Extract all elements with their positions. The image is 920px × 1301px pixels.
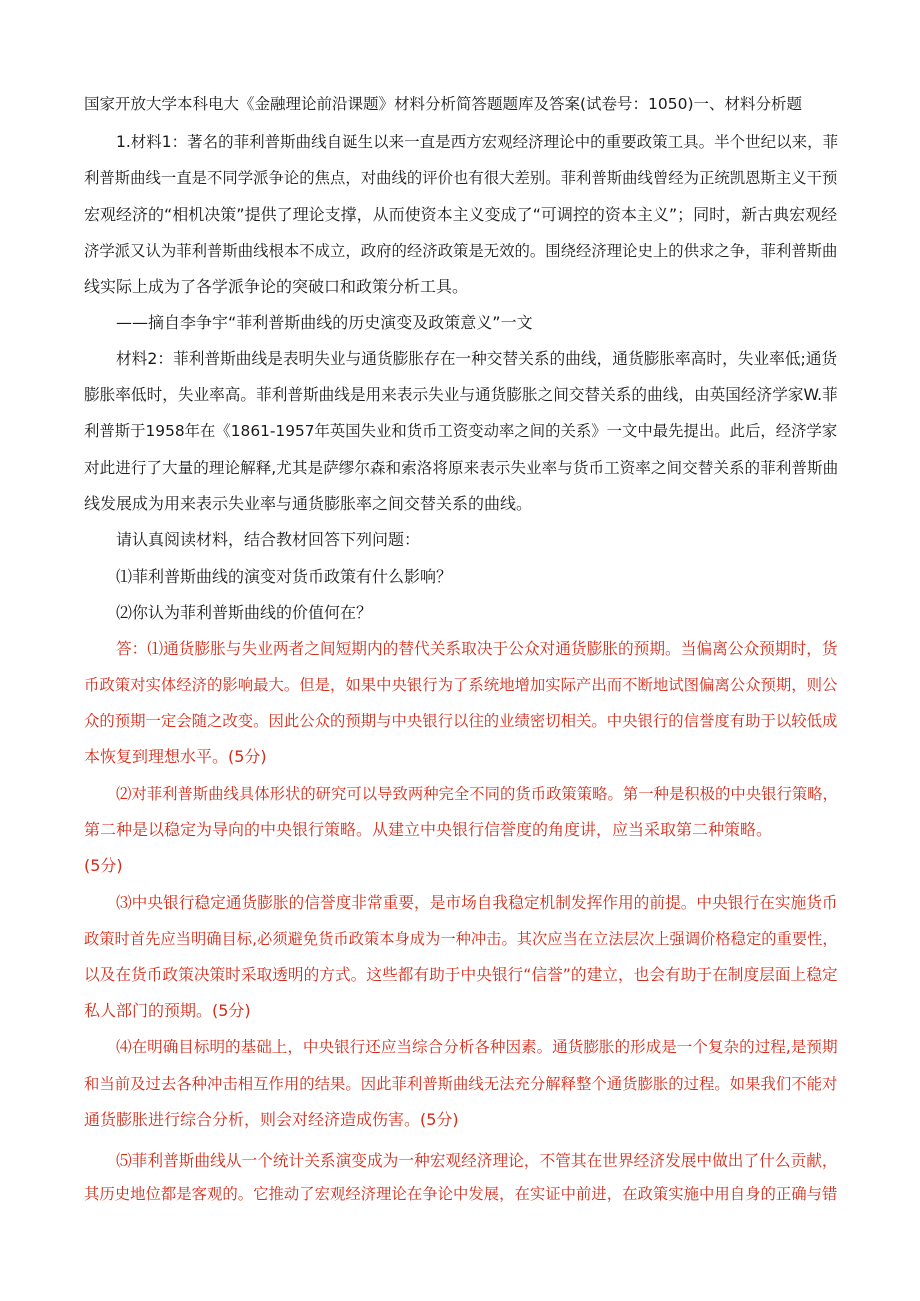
answer3-line: 政策时首先应当明确目标,必须避免货币政策本身成为一种冲击。其次应当在立法层次上强调价格稳定的重要性，	[84, 930, 838, 948]
document-title: 国家开放大学本科电大《金融理论前沿课题》材料分析简答题题库及答案(试卷号：1050)一、材料分析题	[84, 95, 803, 113]
material2-line: 线发展成为用来表示失业率与通货膨胀率之间交替关系的曲线。	[84, 494, 533, 513]
material2-line: 利普斯于1958年在《1861-1957年英国失业和货币工资变动率之间的关系》一文中最先提出。此后，经济学家	[84, 422, 838, 440]
question-item: ⑵你认为菲利普斯曲线的价值何在？	[116, 603, 373, 622]
material1-source: ——摘自李争宇“菲利普斯曲线的历史演变及政策意义”一文	[116, 313, 533, 332]
answer4-line: ⑷在明确目标明的基础上，中央银行还应当综合分析各种因素。通货膨胀的形成是一个复杂的过程,是预期	[116, 1038, 838, 1056]
answer3-line: 以及在货币政策决策时采取透明的方式。这些都有助于中央银行“信誉”的建立，也会有助于在制度层面上稳定	[84, 965, 838, 984]
answer5-line: 其历史地位都是客观的。它推动了宏观经济理论在争论中发展，在实证中前进，在政策实施中用自身的正确与错	[84, 1185, 838, 1203]
material2-line: 材料2：菲利普斯曲线是表明失业与通货膨胀存在一种交替关系的曲线，通货膨胀率高时，失业率低;通货	[116, 349, 838, 368]
answer4-line: 通货膨胀进行综合分析，则会对经济造成伤害。(5分)	[84, 1110, 459, 1129]
material1-line: 济学派又认为菲利普斯曲线根本不成立，政府的经济政策是无效的。围绕经济理论史上的供求之争，菲利普斯曲	[84, 242, 838, 260]
material1-line: 1.材料1：著名的菲利普斯曲线自诞生以来一直是西方宏观经济理论中的重要政策工具。半个世纪以来，菲	[116, 133, 839, 151]
answer3-line: 私人部门的预期。(5分)	[84, 1001, 251, 1020]
material1-line: 利普斯曲线一直是不同学派争论的焦点，对曲线的评价也有很大差别。菲利普斯曲线曾经为正统凯恩斯主义干预	[84, 169, 838, 187]
answer2-line: 第二种是以稳定为导向的中央银行策略。从建立中央银行信誉度的角度讲，应当采取第二种策略。	[84, 820, 773, 839]
material1-line: 线实际上成为了各学派争论的突破口和政策分析工具。	[84, 277, 469, 296]
answer1-line: 币政策对实体经济的影响最大。但是，如果中央银行为了系统地增加实际产出而不断地试图偏离公众预期，则公	[84, 676, 838, 694]
answer1-line: 众的预期一定会随之改变。因此公众的预期与中央银行以往的业绩密切相关。中央银行的信誉度有助于以较低成	[84, 712, 838, 730]
answer1-line: 本恢复到理想水平。(5分)	[84, 747, 267, 766]
material2-line: 对此进行了大量的理论解释,尤其是萨缪尔森和索洛将原来表示失业率与货币工资率之间交替关系的菲利普斯曲	[84, 459, 839, 477]
answer1-line: 答：⑴通货膨胀与失业两者之间短期内的替代关系取决于公众对通货膨胀的预期。当偏离公众预期时，货	[116, 639, 838, 658]
question-item: ⑴菲利普斯曲线的演变对货币政策有什么影响？	[116, 567, 453, 586]
answer4-line: 和当前及过去各种冲击相互作用的结果。因此菲利普斯曲线无法充分解释整个通货膨胀的过程。如果我们不能对	[84, 1075, 838, 1093]
answer5-line: ⑸菲利普斯曲线从一个统计关系演变成为一种宏观经济理论，不管其在世界经济发展中做出了什么贡献，	[116, 1151, 838, 1170]
material1-line: 宏观经济的“相机决策”提供了理论支撑，从而使资本主义变成了“可调控的资本主义”；同时，新古典宏观经	[84, 205, 838, 224]
answer2-score: (5分)	[84, 856, 123, 875]
answer3-line: ⑶中央银行稳定通货膨胀的信誉度非常重要，是市场自我稳定机制发挥作用的前提。中央银行在实施货币	[116, 893, 838, 912]
answer2-line: ⑵对菲利普斯曲线具体形状的研究可以导致两种完全不同的货币政策策略。第一种是积极的中央银行策略，	[116, 785, 838, 803]
material2-line: 膨胀率低时，失业率高。菲利普斯曲线是用来表示失业与通货膨胀之间交替关系的曲线，由英国经济学家W.菲	[84, 385, 838, 404]
instruction-text: 请认真阅读材料，结合教材回答下列问题：	[116, 530, 421, 549]
